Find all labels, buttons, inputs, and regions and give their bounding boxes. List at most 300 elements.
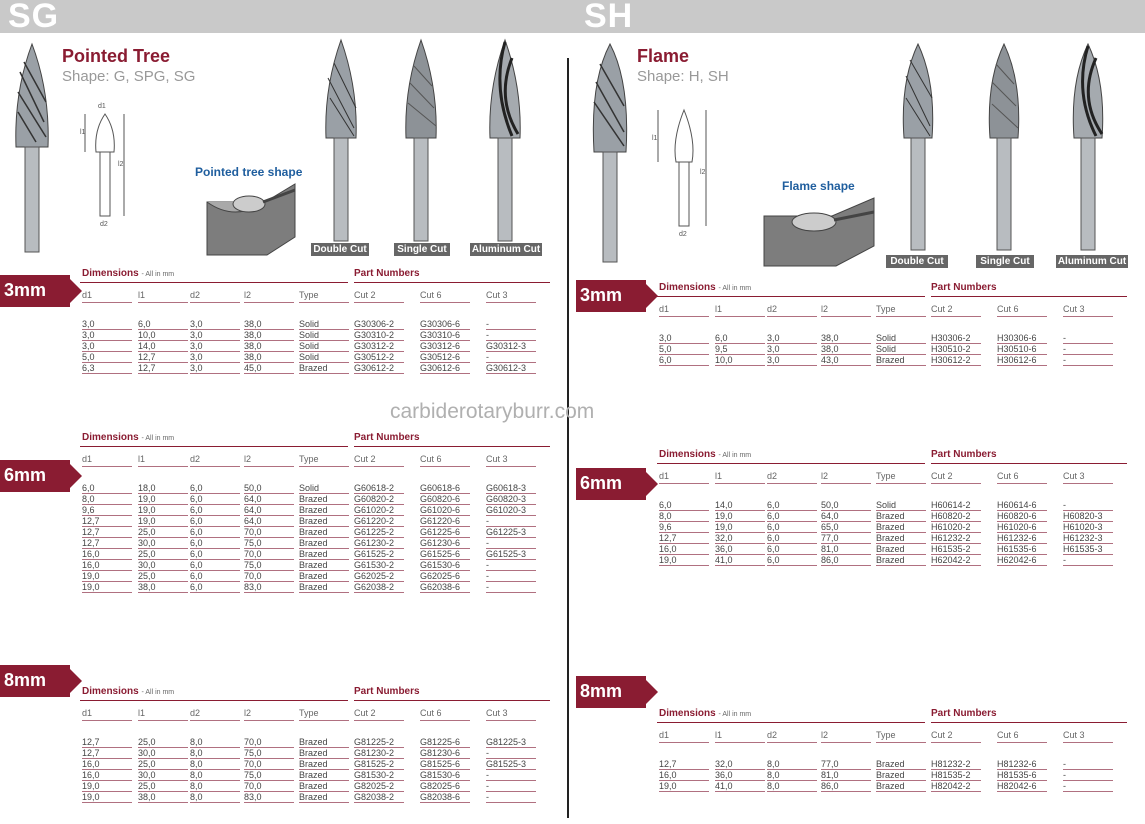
table-cell: 6,0 <box>190 582 240 593</box>
left-shape-caption: Pointed tree shape <box>195 165 303 179</box>
table-cell: H82042-6 <box>997 781 1047 792</box>
table-row <box>657 781 1127 792</box>
table-cell: 6,0 <box>138 319 188 330</box>
table-cell: 12,7 <box>659 533 709 544</box>
table-cell: 38,0 <box>244 330 294 341</box>
table-cell: 86,0 <box>821 555 871 566</box>
table-cell: 38,0 <box>244 352 294 363</box>
table-cell: G81530-6 <box>420 770 470 781</box>
table-cell: 19,0 <box>82 571 132 582</box>
table-row <box>80 781 550 792</box>
table-cell: G61225-2 <box>354 527 404 538</box>
table-cell: 3,0 <box>767 355 817 366</box>
flame-burr-icon <box>584 42 636 264</box>
table-cell: H30510-2 <box>931 344 981 355</box>
table-cell: 6,0 <box>767 522 817 533</box>
table-cell: 6,3 <box>82 363 132 374</box>
column-header: Cut 3 <box>1063 730 1113 743</box>
column-header: d1 <box>659 471 709 484</box>
table-cell: 50,0 <box>244 483 294 494</box>
table-cell: Brazed <box>876 533 926 544</box>
svg-text:l2: l2 <box>700 169 706 176</box>
table-cell: 19,0 <box>715 522 765 533</box>
table-row <box>80 516 550 527</box>
table-cell: Brazed <box>876 511 926 522</box>
column-header: Type <box>876 471 926 484</box>
table-row <box>80 582 550 593</box>
svg-text:d1: d1 <box>98 103 106 110</box>
table-cell: G30306-6 <box>420 319 470 330</box>
table-cell: 83,0 <box>244 582 294 593</box>
column-header: d2 <box>190 454 240 467</box>
table-cell: 8,0 <box>190 759 240 770</box>
table-cell: 38,0 <box>138 582 188 593</box>
table-cell: 3,0 <box>82 341 132 352</box>
table-cell: H61535-3 <box>1063 544 1113 555</box>
table-cell: 6,0 <box>767 533 817 544</box>
table-cell: G81230-6 <box>420 748 470 759</box>
left-cut-label-double: Double Cut <box>311 243 369 256</box>
table-cell: 6,0 <box>767 555 817 566</box>
table-cell: 14,0 <box>138 341 188 352</box>
watermark: carbiderotaryburr.com <box>390 400 595 423</box>
table-cell: 38,0 <box>821 333 871 344</box>
table-cell: 25,0 <box>138 759 188 770</box>
dimensions-heading <box>659 449 751 460</box>
column-header: d2 <box>190 290 240 303</box>
table-row <box>80 549 550 560</box>
table-cell: Brazed <box>876 544 926 555</box>
table-cell: 38,0 <box>821 344 871 355</box>
table-cell: 12,7 <box>82 538 132 549</box>
table-cell: G30612-2 <box>354 363 404 374</box>
table-row <box>657 533 1127 544</box>
table-cell: H30510-6 <box>997 344 1047 355</box>
table-row <box>80 319 550 330</box>
column-header: Cut 3 <box>486 290 536 303</box>
table-cell: 16,0 <box>82 770 132 781</box>
table-row <box>657 759 1127 770</box>
column-header: l1 <box>138 454 188 467</box>
table-header <box>657 280 1127 300</box>
dimensions-note: - All in mm <box>141 271 175 278</box>
table-row <box>657 555 1127 566</box>
table-cell: Brazed <box>299 494 349 505</box>
table-cell: 30,0 <box>138 770 188 781</box>
table-row <box>657 522 1127 533</box>
part-numbers-rule <box>931 296 1127 297</box>
dimensions-label: Dimensions <box>659 282 716 293</box>
table-cell: 45,0 <box>244 363 294 374</box>
table-cell: 70,0 <box>244 549 294 560</box>
table-cell: H61535-6 <box>997 544 1047 555</box>
right-double-cut-burr-icon <box>896 42 940 252</box>
table-cell: G61530-2 <box>354 560 404 571</box>
dimensions-label: Dimensions <box>82 686 139 697</box>
table-cell: G61020-3 <box>486 505 536 516</box>
table-cell: 6,0 <box>190 483 240 494</box>
table-cell: 3,0 <box>767 344 817 355</box>
table-cell: 6,0 <box>659 500 709 511</box>
table-cell: 6,0 <box>190 527 240 538</box>
table-cell: G61220-2 <box>354 516 404 527</box>
table-cell: Solid <box>299 352 349 363</box>
dimensions-rule <box>80 446 348 447</box>
table-cell: 18,0 <box>138 483 188 494</box>
table-cell: 64,0 <box>244 494 294 505</box>
table-cell: 3,0 <box>82 319 132 330</box>
table-cell: G61530-6 <box>420 560 470 571</box>
right-table-8mm <box>657 706 1127 792</box>
table-cell: 6,0 <box>190 494 240 505</box>
column-header: Cut 2 <box>931 730 981 743</box>
table-cell: 19,0 <box>138 516 188 527</box>
part-numbers-rule <box>354 282 550 283</box>
table-cell: 6,0 <box>190 538 240 549</box>
table-cell: 8,0 <box>82 494 132 505</box>
table-cell: G61225-6 <box>420 527 470 538</box>
column-header: d2 <box>767 471 817 484</box>
table-row <box>80 341 550 352</box>
table-cell: Brazed <box>299 737 349 748</box>
table-cell: H81232-2 <box>931 759 981 770</box>
table-cell: 77,0 <box>821 759 871 770</box>
right-series-code: SH <box>584 0 634 35</box>
table-cell: Solid <box>299 319 349 330</box>
table-row <box>80 352 550 363</box>
flame-shape-block-icon <box>762 196 878 268</box>
table-cell: - <box>1063 555 1113 566</box>
table-cell: 25,0 <box>138 737 188 748</box>
dimensions-note: - All in mm <box>718 711 752 718</box>
dimensions-heading <box>82 432 174 443</box>
table-cell: 3,0 <box>190 352 240 363</box>
table-cell: 41,0 <box>715 555 765 566</box>
table-cell: - <box>486 560 536 571</box>
dimensions-note: - All in mm <box>141 435 175 442</box>
table-cell: 19,0 <box>82 781 132 792</box>
table-cell: - <box>486 330 536 341</box>
table-cell: H60614-2 <box>931 500 981 511</box>
dimensions-label: Dimensions <box>82 432 139 443</box>
table-header <box>657 706 1127 726</box>
table-cell: 8,0 <box>767 781 817 792</box>
table-cell: H61232-3 <box>1063 533 1113 544</box>
table-cell: - <box>486 352 536 363</box>
table-cell: 9,6 <box>82 505 132 516</box>
left-size-tag-8mm: 8mm <box>0 665 78 697</box>
column-header: Cut 2 <box>354 454 404 467</box>
left-size-tag-3mm: 3mm <box>0 275 78 307</box>
table-cell: 6,0 <box>190 571 240 582</box>
table-cell: G61230-2 <box>354 538 404 549</box>
right-size-tag-3mm: 3mm <box>576 280 654 312</box>
table-cell: - <box>486 748 536 759</box>
table-cell: Brazed <box>299 538 349 549</box>
column-header: Cut 2 <box>931 304 981 317</box>
table-cell: - <box>1063 500 1113 511</box>
table-cell: H60820-6 <box>997 511 1047 522</box>
right-size-tag-8mm: 8mm <box>576 676 654 708</box>
table-cell: 6,0 <box>190 516 240 527</box>
part-numbers-rule <box>931 722 1127 723</box>
dimensions-rule <box>657 722 925 723</box>
table-cell: 32,0 <box>715 533 765 544</box>
part-numbers-rule <box>354 700 550 701</box>
column-header: d1 <box>82 290 132 303</box>
part-numbers-heading: Part Numbers <box>354 432 420 443</box>
table-cell: G81525-6 <box>420 759 470 770</box>
column-header: Cut 3 <box>486 708 536 721</box>
column-header-row <box>657 730 1127 743</box>
table-row <box>657 355 1127 366</box>
table-row <box>80 748 550 759</box>
table-cell: G81525-3 <box>486 759 536 770</box>
dimensions-rule <box>657 463 925 464</box>
table-cell: 77,0 <box>821 533 871 544</box>
table-cell: 12,7 <box>82 748 132 759</box>
column-header-row <box>657 471 1127 484</box>
column-header: Cut 6 <box>420 290 470 303</box>
table-cell: G61225-3 <box>486 527 536 538</box>
table-cell: H30612-2 <box>931 355 981 366</box>
column-header: Type <box>299 454 349 467</box>
column-header: d1 <box>659 304 709 317</box>
table-cell: G81225-3 <box>486 737 536 748</box>
column-header: Type <box>299 708 349 721</box>
table-cell: H30306-6 <box>997 333 1047 344</box>
table-cell: 6,0 <box>715 333 765 344</box>
table-row <box>80 330 550 341</box>
table-cell: 64,0 <box>244 516 294 527</box>
table-cell: 83,0 <box>244 792 294 803</box>
table-cell: 3,0 <box>767 333 817 344</box>
table-cell: 6,0 <box>767 511 817 522</box>
table-cell: 75,0 <box>244 748 294 759</box>
table-cell: Brazed <box>299 527 349 538</box>
table-cell: 6,0 <box>659 355 709 366</box>
table-cell: 36,0 <box>715 544 765 555</box>
table-cell: H62042-6 <box>997 555 1047 566</box>
table-cell: 75,0 <box>244 538 294 549</box>
table-cell: 6,0 <box>190 549 240 560</box>
column-header-row <box>80 290 550 303</box>
table-cell: H60614-6 <box>997 500 1047 511</box>
table-cell: G60618-3 <box>486 483 536 494</box>
table-row <box>80 363 550 374</box>
table-cell: Solid <box>876 333 926 344</box>
dimensions-rule <box>80 700 348 701</box>
table-cell: Brazed <box>299 571 349 582</box>
table-cell: 25,0 <box>138 571 188 582</box>
table-cell: G61220-6 <box>420 516 470 527</box>
table-cell: 19,0 <box>659 781 709 792</box>
table-cell: 8,0 <box>190 792 240 803</box>
dimensions-label: Dimensions <box>659 449 716 460</box>
column-header: l2 <box>821 730 871 743</box>
table-cell: 70,0 <box>244 737 294 748</box>
svg-text:l2: l2 <box>118 161 124 168</box>
table-cell: 65,0 <box>821 522 871 533</box>
table-cell: Brazed <box>299 516 349 527</box>
table-cell: - <box>1063 781 1113 792</box>
table-cell: Brazed <box>876 759 926 770</box>
table-cell: G62038-2 <box>354 582 404 593</box>
table-cell: 36,0 <box>715 770 765 781</box>
table-cell: G60820-6 <box>420 494 470 505</box>
left-cut-label-aluminum: Aluminum Cut <box>471 244 541 255</box>
table-cell: - <box>486 781 536 792</box>
table-cell: 16,0 <box>82 759 132 770</box>
table-cell: G60820-3 <box>486 494 536 505</box>
table-cell: 9,6 <box>659 522 709 533</box>
column-header: Cut 2 <box>354 708 404 721</box>
column-header: l2 <box>244 454 294 467</box>
table-cell: H61020-3 <box>1063 522 1113 533</box>
table-cell: - <box>1063 344 1113 355</box>
column-header: Type <box>299 290 349 303</box>
svg-text:l1: l1 <box>80 129 86 136</box>
column-header: Cut 2 <box>931 471 981 484</box>
table-cell: H81535-6 <box>997 770 1047 781</box>
table-cell: 3,0 <box>82 330 132 341</box>
svg-text:d2: d2 <box>679 231 687 238</box>
table-cell: 3,0 <box>190 341 240 352</box>
table-cell: - <box>486 319 536 330</box>
table-cell: H81535-2 <box>931 770 981 781</box>
table-cell: - <box>1063 333 1113 344</box>
table-cell: - <box>486 571 536 582</box>
table-cell: 10,0 <box>715 355 765 366</box>
table-cell: 8,0 <box>659 511 709 522</box>
table-cell: Brazed <box>876 355 926 366</box>
table-cell: 86,0 <box>821 781 871 792</box>
left-series-code: SG <box>8 0 60 35</box>
table-cell: Solid <box>299 483 349 494</box>
table-cell: 12,7 <box>82 527 132 538</box>
table-row <box>657 544 1127 555</box>
table-cell: 64,0 <box>244 505 294 516</box>
table-row <box>80 792 550 803</box>
table-cell: H60820-2 <box>931 511 981 522</box>
table-cell: G61525-6 <box>420 549 470 560</box>
table-cell: 19,0 <box>659 555 709 566</box>
table-cell: G61020-6 <box>420 505 470 516</box>
column-header: l2 <box>244 290 294 303</box>
table-cell: Brazed <box>876 781 926 792</box>
table-row <box>80 505 550 516</box>
table-cell: 14,0 <box>715 500 765 511</box>
table-row <box>80 571 550 582</box>
column-header-row <box>80 708 550 721</box>
table-cell: Brazed <box>299 770 349 781</box>
center-divider <box>567 58 569 818</box>
table-cell: 12,7 <box>659 759 709 770</box>
dimensions-rule <box>80 282 348 283</box>
table-cell: 32,0 <box>715 759 765 770</box>
table-cell: 70,0 <box>244 527 294 538</box>
table-cell: 16,0 <box>82 549 132 560</box>
table-cell: G82038-2 <box>354 792 404 803</box>
table-row <box>80 483 550 494</box>
table-cell: 8,0 <box>190 770 240 781</box>
column-header: Cut 6 <box>420 708 470 721</box>
table-cell: Brazed <box>299 781 349 792</box>
table-cell: 81,0 <box>821 770 871 781</box>
table-cell: - <box>486 770 536 781</box>
table-row <box>80 737 550 748</box>
table-cell: Solid <box>876 344 926 355</box>
right-table-3mm <box>657 280 1127 366</box>
left-table-6mm <box>80 430 550 593</box>
column-header: l1 <box>715 304 765 317</box>
table-cell: 19,0 <box>82 792 132 803</box>
svg-text:l1: l1 <box>652 135 658 142</box>
right-single-cut-burr-icon <box>982 42 1026 252</box>
table-cell: Brazed <box>299 759 349 770</box>
column-header: d2 <box>767 730 817 743</box>
table-cell: G30512-2 <box>354 352 404 363</box>
table-cell: - <box>486 516 536 527</box>
table-cell: Solid <box>299 330 349 341</box>
table-row <box>80 538 550 549</box>
column-header: Cut 3 <box>1063 304 1113 317</box>
right-size-tag-6mm: 6mm <box>576 468 654 500</box>
column-header: l1 <box>138 708 188 721</box>
table-header <box>80 684 550 704</box>
table-cell: 3,0 <box>190 330 240 341</box>
table-cell: 16,0 <box>659 770 709 781</box>
dimensions-rule <box>657 296 925 297</box>
table-cell: 5,0 <box>82 352 132 363</box>
table-cell: 30,0 <box>138 748 188 759</box>
table-cell: Brazed <box>299 582 349 593</box>
dimensions-heading <box>659 282 751 293</box>
table-header <box>80 266 550 286</box>
dimensions-heading <box>82 268 174 279</box>
right-product-title: Flame <box>637 46 690 66</box>
table-cell: 75,0 <box>244 560 294 571</box>
left-shape-codes: Shape: G, SPG, SG <box>62 68 196 85</box>
top-header-bar <box>0 0 1145 33</box>
table-cell: Brazed <box>299 748 349 759</box>
table-cell: Brazed <box>876 555 926 566</box>
table-cell: G62025-2 <box>354 571 404 582</box>
left-aluminum-cut-burr-icon <box>482 38 528 243</box>
table-cell: G81225-6 <box>420 737 470 748</box>
table-cell: 19,0 <box>715 511 765 522</box>
table-cell: H61535-2 <box>931 544 981 555</box>
table-cell: 38,0 <box>138 792 188 803</box>
flame-dimension-diagram <box>652 100 714 240</box>
dimensions-note: - All in mm <box>141 689 175 696</box>
table-cell: - <box>486 792 536 803</box>
table-cell: G30310-6 <box>420 330 470 341</box>
pointed-tree-shape-block-icon <box>205 182 297 257</box>
table-cell: G61230-6 <box>420 538 470 549</box>
table-cell: 6,0 <box>767 500 817 511</box>
dimensions-note: - All in mm <box>718 285 752 292</box>
table-cell: 64,0 <box>821 511 871 522</box>
table-cell: G30312-2 <box>354 341 404 352</box>
column-header: Cut 3 <box>1063 471 1113 484</box>
table-cell: 6,0 <box>190 505 240 516</box>
left-size-tag-6mm: 6mm <box>0 460 78 492</box>
column-header: Type <box>876 730 926 743</box>
table-cell: 8,0 <box>190 781 240 792</box>
table-cell: G81225-2 <box>354 737 404 748</box>
dimensions-heading <box>659 708 751 719</box>
